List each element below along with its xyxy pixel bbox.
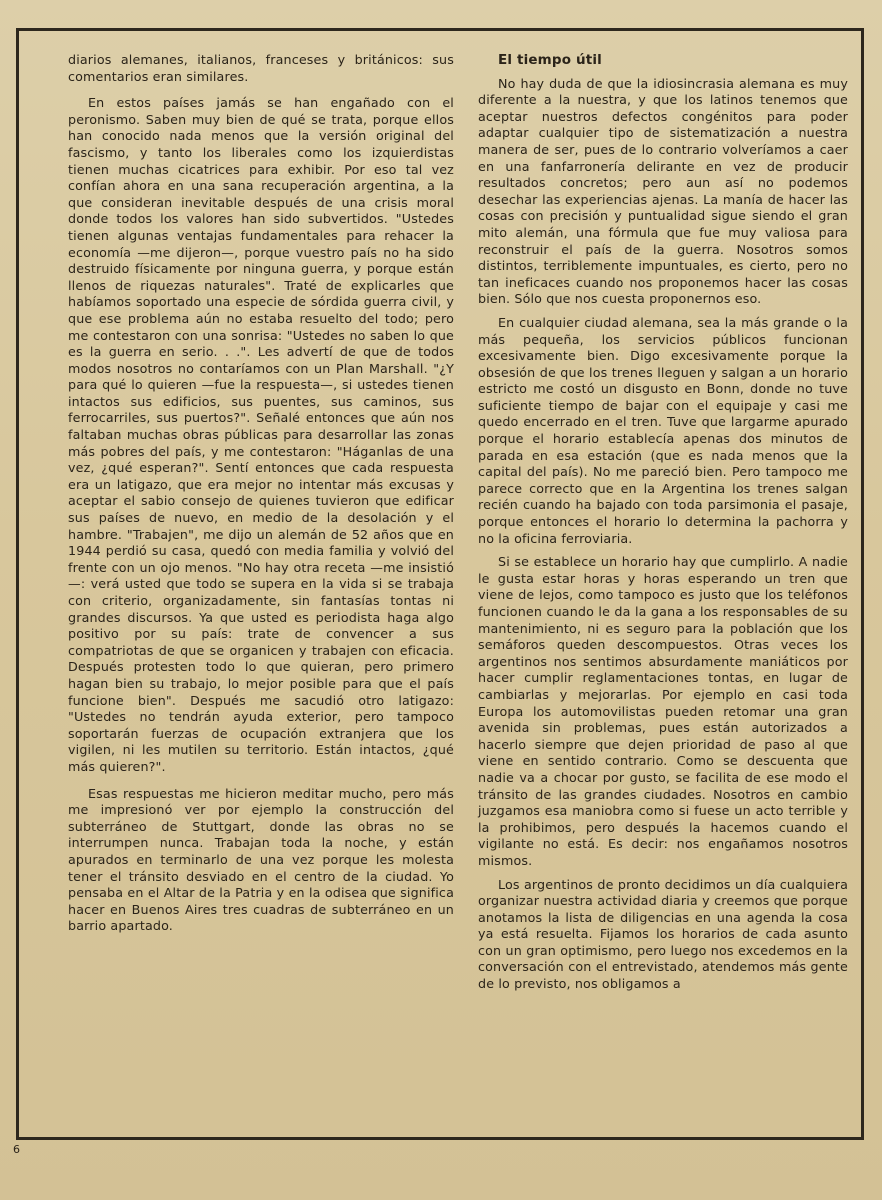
page-number: 6 (13, 1143, 20, 1156)
section-heading: El tiempo útil (498, 52, 602, 68)
left-column (68, 52, 454, 942)
right-paragraph-3: Si se establece un horario hay que cumplirlo. A nadie le gusta estar horas y horas esperando un tren que viene de lejos, como tampoco es justo que los teléfonos funcionen cuando le da la gana a los responsables de su mantenimiento, ni es seguro para la población que los semáforos queden descompuestos. Otras veces los argentinos nos sentimos absurdamente maniáticos por hacer cumplir reglamentaciones tontas, en lugar de cambiarlas y mejorarlas. Por ejemplo en casi toda Europa los automovilistas pueden retomar una gran avenida sin problemas, pues están autorizados a hacerlo siempre que dejen prioridad de paso al que viene en sentido contrario. Como se descuenta que nadie va a chocar por gusto, se facilita de ese modo el tránsito de las grandes ciudades. Nosotros en cambio juzgamos esa maniobra como si fuese un acto terrible y la prohibimos, pero después la hacemos cuando el vigilante no está. Es decir: nos engañamos nosotros mismos. (478, 554, 848, 868)
left-paragraph-2: En estos países jamás se han engañado con el peronismo. Saben muy bien de qué se trata, porque ellos han conocido nada menos que la versión original del fascismo, y tanto los liberales como los izquierdistas tienen muchas cicatrices para exhibir. Por eso tal vez confían ahora en una sana recuperación argentina, a la que consideran inevitable después de una crisis moral donde todos los valores han sido subvertidos. "Ustedes tienen algunas ventajas fundamentales para rehacer la economía —me dijeron—, porque vuestro país no ha sido destruido físicamente por ninguna guerra, y porque están llenos de riquezas naturales". Traté de explicarles que habíamos soportado una especie de sórdida guerra civil, y que ese problema aún no estaba resuelto del todo; pero me contestaron con una sonrisa: "Ustedes no saben lo que es la guerra en serio. . .". Les advertí de que de todos modos nosotros no contaríamos con un Plan Marshall. "¿Y para qué lo quieren —fue la respuesta—, si ustedes tienen intactos sus edificios, sus puentes, sus caminos, sus ferrocarriles, sus puertos?". Señalé entonces que aún nos faltaban muchas obras públicas para desarrollar las zonas más pobres del país, y me contestaron: "Háganlas de una vez, ¿qué esperan?". Sentí entonces que cada respuesta era un latigazo, que era mejor no intentar más excusas y aceptar el sabio consejo de quienes tuvieron que edificar sus países de nuevo, en medio de la desolación y el hambre. "Trabajen", me dijo un alemán de 52 años que en 1944 perdió su casa, quedó con media familia y volvió del frente con un ojo menos. "No hay otra receta —me insistió—: verá usted que todo se supera en la vida si se trabaja con criterio, organizadamente, sin fantasías tontas ni grandes discursos. Ya que usted es periodista haga algo positivo por su país: trate de convencer a sus compatriotas de que se organicen y trabajen con eficacia. Después protesten todo lo que quieran, pero primero hagan bien su trabajo, lo mejor posible para que el país funcione bien". Después me sacudió otro latigazo: "Ustedes no tendrán ayuda exterior, pero tampoco soportarán fuerzas de ocupación extranjera que los vigilen, ni les mutilen su territorio. Están intactos, ¿qué más quieren?". (68, 95, 454, 774)
left-paragraph-1: diarios alemanes, italianos, franceses y británicos: sus comentarios eran similares. (68, 52, 454, 84)
right-paragraph-1: No hay duda de que la idiosincrasia alemana es muy diferente a la nuestra, y que los latinos tenemos que aceptar nuestros defectos congénitos para poder adaptar cualquier tipo de sistematización a nuestra manera de ser, pues de lo contrario volveríamos a caer en una fanfarronería delirante en vez de producir resultados concretos; pero aun así no podemos desechar las experiencias ajenas. La manía de hacer las cosas con precisión y puntualidad sigue siendo el gran mito alemán, una fórmula que fue muy valiosa para reconstruir el país de la guerra. Nosotros somos distintos, terriblemente impuntuales, es cierto, pero no tan ineficaces cuando nos proponemos hacer las cosas bien. Sólo que nos cuesta proponernos eso. (478, 75, 848, 307)
right-column (478, 52, 848, 1000)
right-paragraph-4: Los argentinos de pronto decidimos un día cualquiera organizar nuestra actividad diaria y creemos que porque anotamos la lista de diligencias en una agenda la cosa ya está resuelta. Fijamos los horarios de cada asunto con un gran optimismo, pero luego nos excedemos en la conversación con el entrevistado, atendemos más gente de lo previsto, nos obligamos a (478, 876, 848, 992)
left-paragraph-3: Esas respuestas me hicieron meditar mucho, pero más me impresionó ver por ejemplo la construcción del subterráneo de Stuttgart, donde las obras no se interrumpen nunca. Trabajan toda la noche, y están apurados en terminarlo de una vez porque les molesta tener el tránsito desviado en el centro de la ciudad. Yo pensaba en el Altar de la Patria y en la odisea que significa hacer en Buenos Aires tres cuadras de subterráneo en un barrio apartado. (68, 785, 454, 934)
right-paragraph-2: En cualquier ciudad alemana, sea la más grande o la más pequeña, los servicios públicos funcionan excesivamente bien. Digo excesivamente porque la obsesión de que los trenes lleguen y salgan a un horario estricto me costó un disgusto en Bonn, donde no tuve suficiente tiempo de bajar con el equipaje y casi me quedo encerrado en el tren. Tuve que largarme apurado porque el horario establecía apenas dos minutos de parada en esa estación (que es nada menos que la capital del país). No me pareció bien. Pero tampoco me parece correcto que en la Argentina los trenes salgan recién cuando ha bajado con toda parsimonia el pasaje, porque entonces el horario lo determina la pachorra y no la oficina ferroviaria. (478, 314, 848, 546)
